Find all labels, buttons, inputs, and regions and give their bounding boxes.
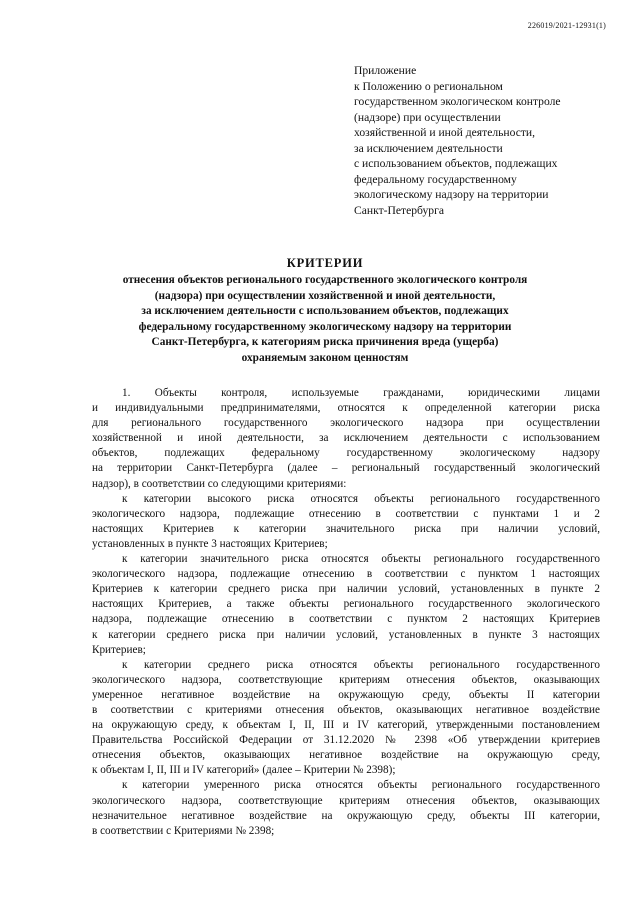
paragraph-moderate-risk	[92, 778, 600, 838]
text-line: к категории среднего риска относятся объекты регионального государственного	[122, 658, 600, 671]
document-body	[92, 386, 600, 839]
subtitle-line: (надзора) при осуществлении хозяйственной и иной деятельности,	[154, 289, 496, 302]
text-line: экологического надзора, соответствующие критериям отнесения объектов, оказывающих	[92, 794, 600, 807]
annex-line: за исключением деятельности	[354, 141, 503, 155]
subtitle-line: охраняемым законом ценностям	[241, 351, 409, 364]
annex-line: экологическому надзору на территории	[354, 188, 549, 201]
paragraph-high-risk	[92, 492, 600, 552]
annex-line: к Положению о региональном	[354, 79, 503, 93]
text-line: на территории Санкт-Петербурга (далее – региональный государственный экологический	[92, 462, 600, 475]
document-title-block	[80, 256, 570, 366]
annex-line: с использованием объектов, подлежащих	[354, 157, 558, 170]
text-line: 1. Объекты контроля, используемые гражданами, юридическими лицами	[122, 387, 600, 399]
text-line: хозяйственной и иной деятельности, за исключением деятельности с использованием	[92, 432, 600, 445]
annex-line: Приложение	[354, 64, 417, 77]
text-line: на окружающую среду, к объектам I, II, III и IV категорий, утвержденными постановлением	[92, 719, 600, 732]
paragraph-significant-risk	[92, 552, 600, 658]
text-line: настоящих Критериев к категории значительного риска при наличии условий,	[92, 522, 600, 535]
text-line: в соответствии с Критериями № 2398;	[92, 824, 275, 837]
text-line: к категории среднего риска при наличии условий, установленных в пункте 3 настоящих	[92, 628, 600, 641]
text-line: объектов, подлежащих федеральному государственному экологическому надзору	[92, 447, 600, 460]
text-line: к категории высокого риска относятся объекты регионального государственного	[122, 492, 600, 505]
text-line: экологического надзора, подлежащие отнесению в соответствии с пунктом 1 настоящих	[92, 568, 600, 581]
text-line: Правительства Российской Федерации от 31.12.2020 № 2398 «Об утверждении критериев	[92, 734, 600, 747]
annex-line: федеральному государственному	[354, 172, 517, 186]
text-line: к объектам I, II, III и IV категорий» (далее – Критерии № 2398);	[92, 764, 396, 777]
document-id: 226019/2021-12931(1)	[527, 21, 606, 30]
subtitle-line: федеральному государственному экологическому надзору на территории	[138, 320, 512, 333]
annex-header	[354, 63, 624, 218]
paragraph-medium-risk	[92, 658, 600, 779]
document-subtitle	[80, 273, 570, 366]
annex-line: (надзоре) при осуществлении	[354, 110, 501, 124]
text-line: к категории умеренного риска относятся объекты регионального государственного	[122, 779, 600, 792]
text-line: для регионального государственного экологического надзора при осуществлении	[92, 417, 600, 430]
text-line: в соответствии с критериями отнесения объектов, оказывающих негативное воздействие	[92, 703, 600, 716]
annex-line: Санкт-Петербурга	[354, 203, 444, 217]
text-line: экологического надзора, подлежащие отнесению в соответствии с пунктами 1 и 2	[92, 507, 600, 520]
text-line: надзора, подлежащие отнесению в соответствии с пунктом 2 настоящих Критериев	[92, 613, 600, 626]
text-line: установленных в пункте 3 настоящих Критериев;	[92, 537, 328, 550]
text-line: экологического надзора, соответствующие критериям отнесения объектов, оказывающих	[92, 673, 600, 686]
text-line: Критериев;	[92, 643, 146, 656]
text-line: настоящих Критериев, а также объекты регионального государственного экологического	[92, 598, 600, 611]
subtitle-line: отнесения объектов регионального государственного экологического контроля	[122, 274, 528, 286]
text-line: надзор), в соответствии со следующими критериями:	[92, 477, 347, 490]
paragraph-1	[92, 386, 600, 492]
text-line: и индивидуальными предпринимателями, относятся к определенной категории риска	[92, 402, 600, 415]
annex-line: государственном экологическом контроле	[354, 95, 561, 108]
document-title: КРИТЕРИИ	[286, 256, 364, 270]
text-line: умеренное негативное воздействие на окружающую среду, объекты II категории	[92, 688, 600, 701]
text-line: Критериев к категории среднего риска при наличии условий, установленных в пункте 2	[92, 583, 600, 596]
annex-line: хозяйственной и иной деятельности,	[354, 126, 536, 139]
subtitle-line: Санкт-Петербурга, к категориям риска причинения вреда (ущерба)	[151, 336, 499, 348]
subtitle-line: за исключением деятельности с использованием объектов, подлежащих	[141, 305, 509, 317]
text-line: незначительное негативное воздействие на окружающую среду, объекты III категории,	[92, 809, 600, 822]
text-line: отнесения объектов, оказывающих негативное воздействие на окружающую среду,	[92, 749, 600, 762]
text-line: к категории значительного риска относятся объекты регионального государственного	[122, 553, 600, 566]
